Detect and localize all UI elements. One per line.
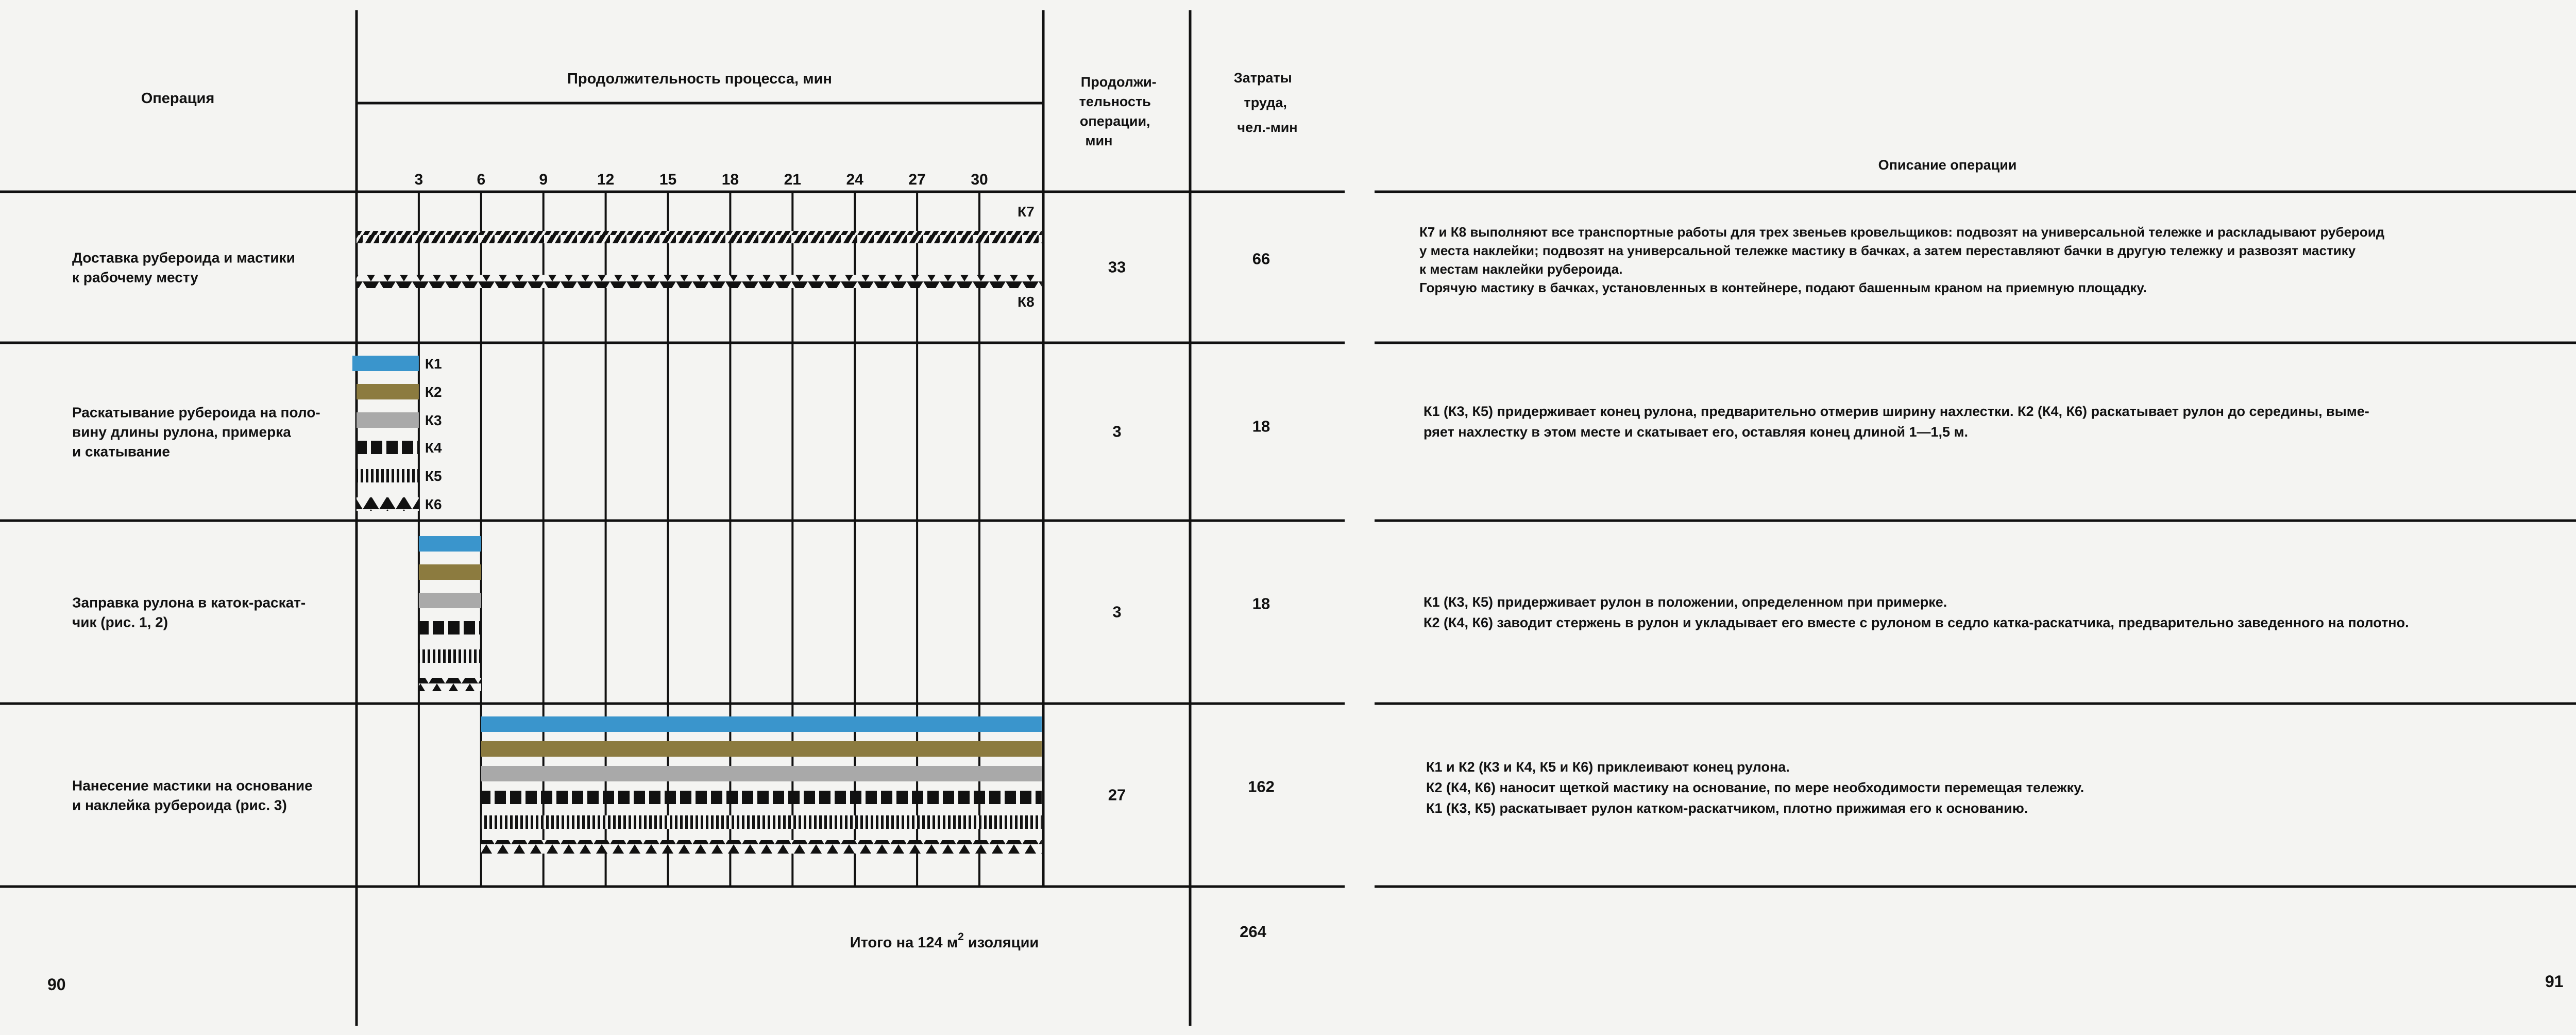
bar-К2 xyxy=(357,384,419,399)
tick-label: 27 xyxy=(908,171,926,188)
description-3: К1 (К3, К5) придерживает рулон в положении, определенном при примерке. К2 (К4, К6) заводит стержень в рулон и укладывает его вместе с рулоном в седло катка-раскатчика, предварительно заведенного на полотно. xyxy=(1423,594,2409,630)
bar-crew xyxy=(481,766,1042,781)
bar-К7 xyxy=(357,231,1042,243)
operation-duration: 3 xyxy=(1112,603,1122,621)
bar-crew xyxy=(419,621,481,635)
header-operation: Операция xyxy=(141,90,215,107)
description-4: К1 и К2 (К3 и К4, К5 и К6) приклеивают конец рулона. К2 (К4, К6) наносит щеткой мастику на основание, по мере необходимости перемещая тележку. К1 (К3, К5) раскатывает рулон катком-раскатчиком, плотно прижимая его к основанию. xyxy=(1426,759,2084,816)
bar-К6 xyxy=(357,497,419,511)
operation-name: Нанесение мастики на основание и наклейка рубероида (рис. 3) xyxy=(72,777,313,813)
page-number-left: 90 xyxy=(47,975,66,994)
worker-label: К1 xyxy=(425,356,442,372)
operation-duration: 27 xyxy=(1108,786,1126,804)
operation-name: Раскатывание рубероида на поло-вину длины рулона, примерка и скатывание xyxy=(72,404,320,460)
bar-crew xyxy=(481,741,1042,757)
operation-duration: 3 xyxy=(1112,422,1122,441)
time-tick-labels xyxy=(415,171,988,188)
operation-labor: 162 xyxy=(1248,777,1275,796)
operation-labor: 18 xyxy=(1252,594,1270,613)
total-label: Итого на 124 $м^2$ изоляции xyxy=(850,931,1039,951)
bar-crew xyxy=(419,678,481,691)
operation-labor: 18 xyxy=(1252,417,1270,436)
bar-crew xyxy=(419,649,481,663)
tick-label: 9 xyxy=(539,171,548,188)
bar-К5 xyxy=(357,469,419,482)
description-1: К7 и К8 выполняют все транспортные работы для трех звеньев кровельщиков: подвозят на универсальной тележке и раскладывают рубероид у места наклейки; подвозят на универсальной тележке мастику в бачках, а затем переставляют бачки в другую тележку и развозят мастику к местам наклейки рубероида. Горячую мастику в бачках, установленных в контейнере, подают башенным краном на приемную площадку. xyxy=(1419,224,2385,295)
bar-crew xyxy=(481,840,1042,854)
time-gridlines xyxy=(419,192,979,887)
page-number-right: 91 xyxy=(2545,972,2564,991)
tick-label: 30 xyxy=(971,171,988,188)
worker-label: К4 xyxy=(425,440,442,456)
worker-label: К2 xyxy=(425,384,442,400)
tick-label: 3 xyxy=(414,171,423,188)
operation-rows xyxy=(72,204,1275,854)
bar-К8 xyxy=(357,275,1042,288)
tick-label: 18 xyxy=(721,171,739,188)
bar-crew xyxy=(419,564,481,580)
operation-duration: 33 xyxy=(1108,258,1126,276)
tick-label: 6 xyxy=(477,171,486,188)
worker-label: К7 xyxy=(1018,204,1035,220)
header-op-duration: Продолжи- тельность операции, мин xyxy=(1079,74,1157,148)
table-grid xyxy=(0,10,1345,1026)
bar-crew xyxy=(419,593,481,608)
header-process-duration: Продолжительность процесса, мин xyxy=(567,71,832,87)
bar-crew xyxy=(481,815,1042,829)
header-labor: Затраты труда, чел.-мин xyxy=(1233,70,1298,135)
total-labor-value: 264 xyxy=(1240,923,1266,941)
bar-crew xyxy=(419,536,481,552)
description-header: Описание операции xyxy=(1878,157,2017,173)
bar-crew xyxy=(481,791,1042,804)
bar-К3 xyxy=(357,412,419,428)
operation-name: Заправка рулона в каток-раскат-чик (рис. 1, 2) xyxy=(72,594,306,630)
worker-label: К3 xyxy=(425,412,442,428)
bar-crew xyxy=(481,716,1042,732)
worker-label: К6 xyxy=(425,496,442,512)
operation-name: Доставка рубероида и мастики к рабочему месту xyxy=(72,249,295,286)
worker-label: К8 xyxy=(1018,294,1035,310)
tick-label: 24 xyxy=(846,171,863,188)
bar-К4 xyxy=(357,441,419,454)
tick-label: 15 xyxy=(659,171,677,188)
tick-label: 21 xyxy=(784,171,801,188)
bar-К1 xyxy=(352,356,419,371)
worker-label: К5 xyxy=(425,468,442,484)
operation-labor: 66 xyxy=(1252,249,1270,268)
description-2: К1 (К3, К5) придерживает конец рулона, предварительно отмерив ширину нахлестки. К2 (К4, К6) раскатывает рулон до середины, выме- ряет нахлестку в этом месте и скатывает его, оставляя конец длиной 1—1,5 м. xyxy=(1423,404,2369,440)
tick-label: 12 xyxy=(597,171,615,188)
